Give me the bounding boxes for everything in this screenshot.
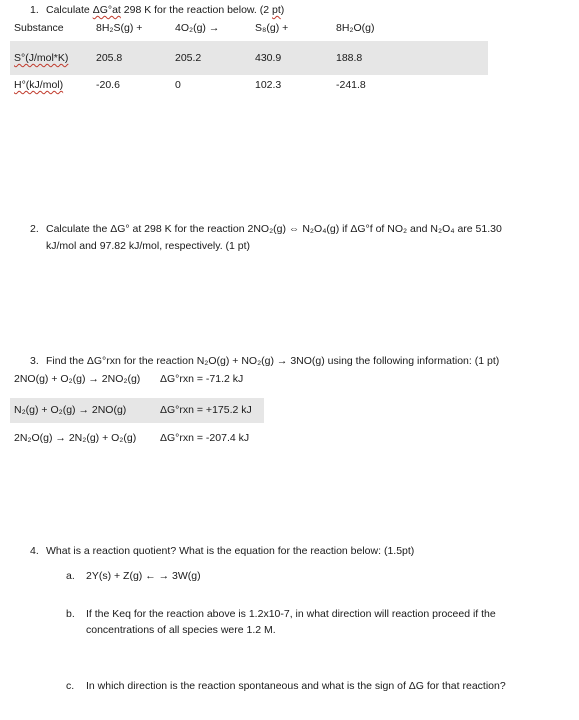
q4-number: 4. <box>30 545 39 557</box>
q4a-letter: a. <box>66 570 75 582</box>
q2-number: 2. <box>30 223 39 235</box>
q1-row-0-val-2: 430.9 <box>255 52 282 64</box>
q4c-letter: c. <box>66 680 75 692</box>
q2-line1: Calculate the ΔG° at 298 K for the reaction 2NO₂(g) ⇔ N₂O₄(g) if ΔG°f of NO₂ and N₂O₄ are 51.30 <box>46 223 502 235</box>
q1-row-1-val-1: 0 <box>175 79 181 91</box>
q1-number: 1. <box>30 4 39 16</box>
q1-text-c: ) <box>280 4 285 16</box>
q1-table-header-3: S₈(g) + <box>255 22 289 34</box>
q3-row-0-reaction: 2NO(g) + O₂(g) → 2NO₂(g) <box>14 373 141 385</box>
q1-row-0-val-0: 205.8 <box>96 52 123 64</box>
q3-row-2-dg: ΔG°rxn = -207.4 kJ <box>160 432 250 444</box>
q4-text: What is a reaction quotient? What is the equation for the reaction below: (1.5pt) <box>46 545 415 557</box>
q1-row-1-val-2: 102.3 <box>255 79 282 91</box>
q1-row-1-val-0: -20.6 <box>96 79 120 91</box>
q1-table-header-1: 8H₂S(g) + <box>96 22 143 34</box>
q1-row-0-val-1: 205.2 <box>175 52 202 64</box>
q1-text-sq: ΔG°at <box>92 4 121 16</box>
q2-line2: kJ/mol and 97.82 kJ/mol, respectively. (1 pt) <box>46 240 251 252</box>
q1-row-1-val-3: -241.8 <box>336 79 366 91</box>
q1-row-0-label: S°(J/mol*K) <box>14 52 69 64</box>
q4b-letter: b. <box>66 608 75 620</box>
q3-row-2-reaction: 2N₂O(g) → 2N₂(g) + O₂(g) <box>14 432 137 444</box>
q1-table-header-0: Substance <box>14 22 64 34</box>
q1-row-0-val-3: 188.8 <box>336 52 363 64</box>
q3-number: 3. <box>30 355 39 367</box>
q4c-text: In which direction is the reaction spontaneous and what is the sign of ΔG for that reaction? <box>86 680 506 692</box>
q3-row-0-dg: ΔG°rxn = -71.2 kJ <box>160 373 244 385</box>
q1-table-header-4: 8H₂O(g) <box>336 22 375 34</box>
q1-text <box>46 4 284 17</box>
q1-table-header-2: 4O₂(g) → <box>175 22 220 34</box>
q4a-text: 2Y(s) + Z(g) ← → 3W(g) <box>86 570 201 582</box>
q3-line1: Find the ΔG°rxn for the reaction N₂O(g) + NO₂(g) → 3NO(g) using the following information: (1 pt) <box>46 355 500 367</box>
q4b-line1: If the Keq for the reaction above is 1.2x10-7, in what direction will reaction proceed if the <box>86 608 496 620</box>
q1-pts: pt <box>272 4 281 16</box>
q1-text-b: 298 K for the reaction below. (2 <box>120 4 273 16</box>
q1-row-1-label: H°(kJ/mol) <box>14 79 64 91</box>
q1-table-shade <box>10 41 488 75</box>
q1-text-a: Calculate <box>46 4 93 16</box>
q4b-line2: concentrations of all species were 1.2 M. <box>86 624 276 636</box>
q3-row-1-dg: ΔG°rxn = +175.2 kJ <box>160 404 252 416</box>
q3-row-1-reaction: N₂(g) + O₂(g) → 2NO(g) <box>14 404 127 416</box>
